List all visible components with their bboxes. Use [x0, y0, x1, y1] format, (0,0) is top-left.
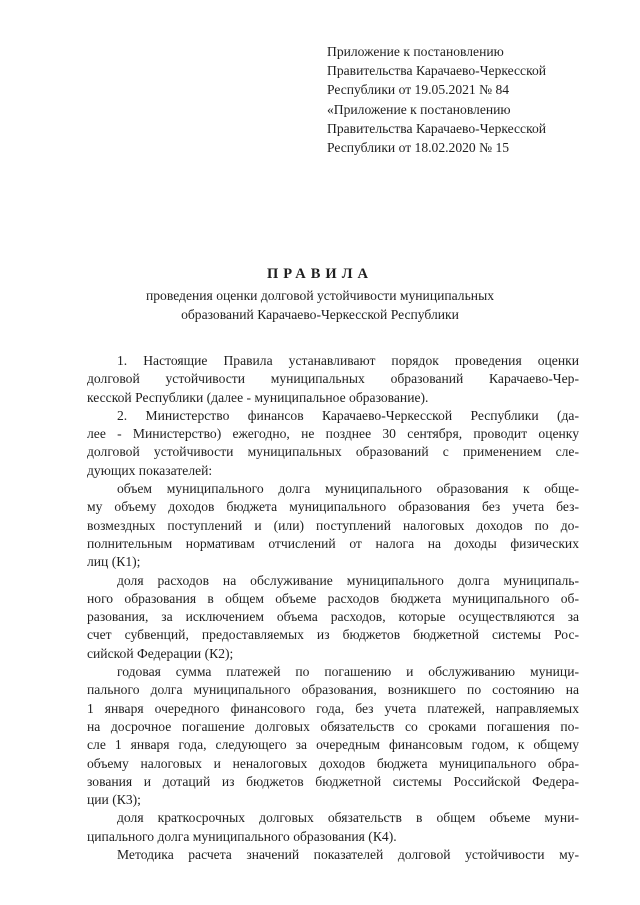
body-line: ципального долга муниципального образования (К4).	[87, 828, 397, 844]
body-line: объем муниципального долга муниципального образования к обще-	[117, 481, 579, 497]
appendix-previous-header	[327, 100, 627, 157]
body-line: пального долга муниципального образования, возникшего по состоянию на	[87, 682, 579, 698]
body-line: долговой устойчивости муниципальных образований Карачаево-Чер-	[87, 371, 579, 387]
body-line: ции (К3);	[87, 792, 141, 808]
appendix-line: Республики от 18.02.2020 № 15	[327, 140, 510, 155]
body-line: дующих показателей:	[87, 462, 213, 478]
body-line: му объему доходов бюджета муниципального образования без учета без-	[87, 499, 579, 515]
appendix-line: Правительства Карачаево-Черкесской	[327, 121, 547, 136]
body-line: счет субвенций, предоставляемых из бюджетов бюджетной системы Рос-	[87, 627, 579, 643]
body-line: ного образования в общем объеме расходов бюджета муниципального об-	[87, 590, 579, 606]
body-line: возмездных поступлений и (или) поступлений налоговых доходов по до-	[87, 517, 579, 533]
body-line: долговой устойчивости муниципальных образований с применением сле-	[87, 444, 579, 460]
body-line: кесской Республики (далее - муниципальное образование).	[87, 389, 429, 405]
appendix-line: «Приложение к постановлению	[327, 102, 511, 117]
body-line: сийской Федерации (К2);	[87, 645, 234, 661]
appendix-line: Республики от 19.05.2021 № 84	[327, 82, 510, 97]
subtitle-line: проведения оценки долговой устойчивости муниципальных	[145, 288, 494, 303]
document-body	[87, 352, 579, 864]
body-line: доля краткосрочных долговых обязательств в общем объеме муни-	[117, 810, 579, 826]
subtitle-line: образований Карачаево-Черкесской Республики	[181, 307, 459, 322]
body-line: сле 1 января года, следующего за очередным финансовым годом, к общему	[87, 737, 579, 753]
document-title: ПРАВИЛА	[267, 266, 373, 282]
body-line: объему налоговых и неналоговых доходов бюджета муниципального обра-	[87, 755, 579, 771]
body-line: годовая сумма платежей по погашению и обслуживанию муници-	[117, 664, 579, 680]
body-line: Методика расчета значений показателей долговой устойчивости му-	[117, 847, 579, 863]
body-line: лиц (К1);	[87, 554, 141, 570]
body-line: 1 января очередного финансового года, без учета платежей, направляемых	[87, 700, 579, 716]
body-line: 1. Настоящие Правила устанавливают порядок проведения оценки	[117, 353, 579, 368]
body-line: полнительным нормативам отчислений от налога на доходы физических	[87, 535, 579, 551]
body-line: 2. Министерство финансов Карачаево-Черкесской Республики (да-	[117, 407, 579, 423]
body-line: на досрочное погашение долговых обязательств со сроками погашения по-	[87, 718, 579, 734]
body-line: зования и дотаций из бюджетов бюджетной системы Российской Федера-	[87, 773, 579, 789]
appendix-line: Правительства Карачаево-Черкесской	[327, 63, 547, 78]
appendix-current-header	[327, 42, 627, 99]
appendix-line: Приложение к постановлению	[327, 44, 504, 59]
body-line: доля расходов на обслуживание муниципального долга муниципаль-	[117, 572, 579, 588]
body-line: лее - Министерство) ежегодно, не позднее 30 сентября, проводит оценку	[87, 426, 579, 442]
body-line: разования, за исключением объема расходов, которые осуществляются за	[87, 609, 579, 625]
document-subtitle	[0, 286, 640, 324]
